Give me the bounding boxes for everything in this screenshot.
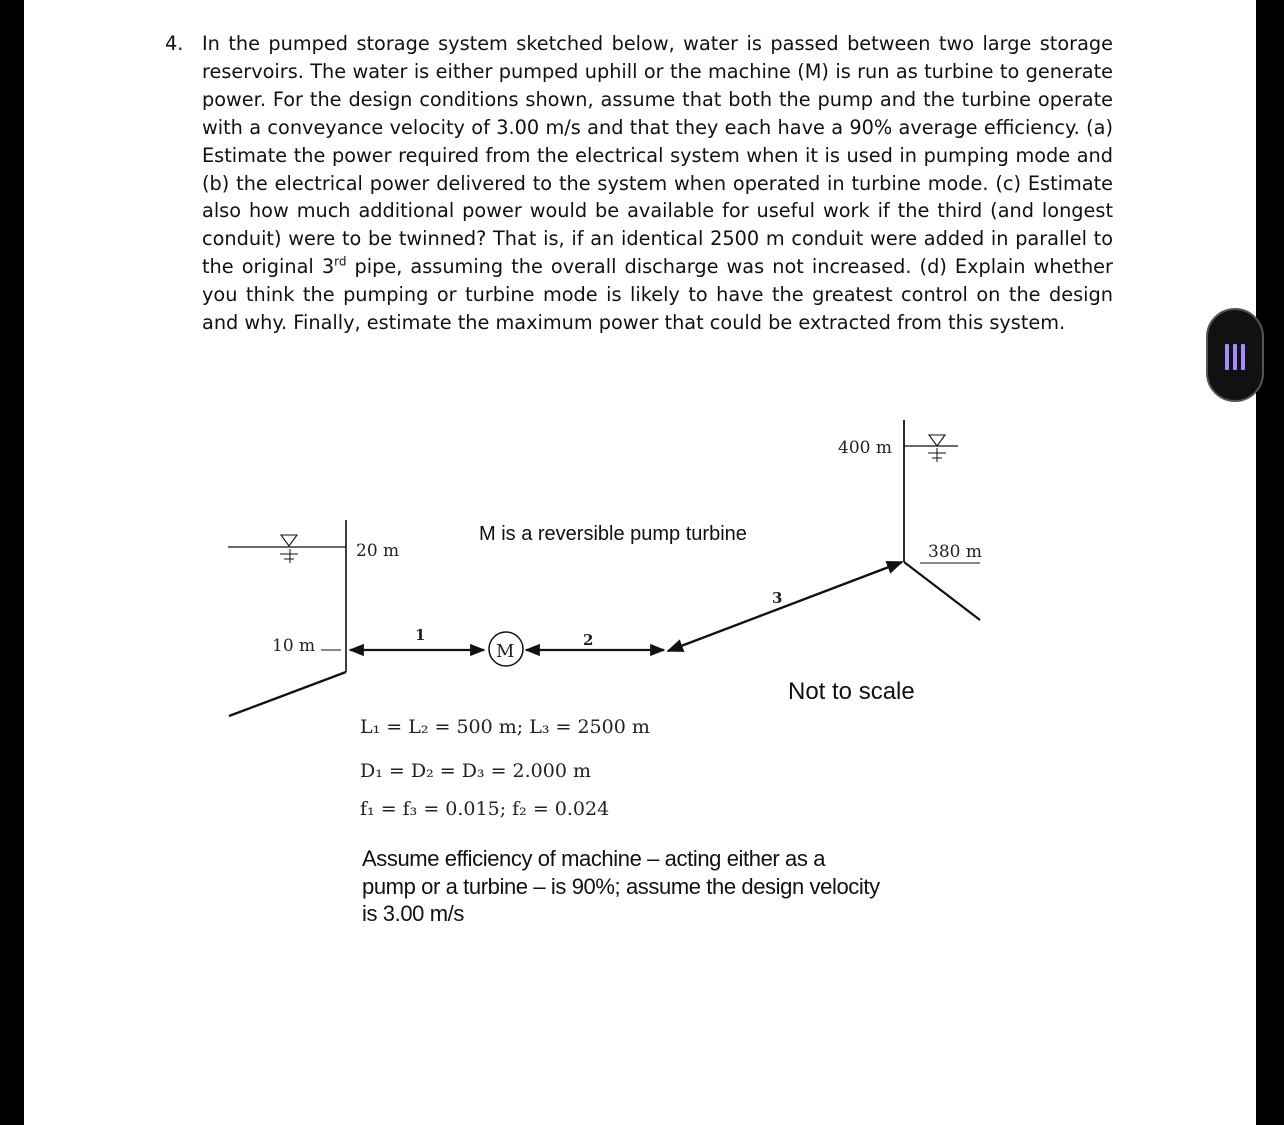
pipe-3-line [668,562,902,651]
handle-grip-icon [1233,344,1237,370]
handle-grip-icon [1241,344,1245,370]
left-reservoir-bottom [229,672,346,716]
scroll-handle[interactable] [1206,308,1264,402]
problem-text-main: In the pumped storage system sketched below, water is passed between two large storage reservoirs. The water is either pumped uphill or the machine (M) is run as turbine to generate power. For the design conditions shown, assume that both the pump and the turbine operate with a conveyance velocity of 3.00 m/s and that they each have a 90% average efficiency. (a) Estimate the power required from the electrical system when it is used in pumping mode and (b) the electrical power delivered to the system when operated in turbine mode. (c) Estimate also how much additional power would be available for useful work if the third (and longest conduit) were to be twinned? That is, if an identical 2500 m conduit were added in parallel to the original 3 [202,32,1113,279]
right-reservoir-bottom [904,562,980,620]
assumption-note: Assume efficiency of machine – acting either as a pump or a turbine – is 90%; assume the design velocity is 3.00 m/s [362,846,880,926]
machine-caption: M is a reversible pump turbine [479,523,747,545]
pipe-1-label: 1 [415,626,426,644]
not-to-scale-note: Not to scale [788,678,915,705]
handle-grip-icon [1225,344,1229,370]
pipe-3-label: 3 [772,589,783,607]
problem-text-rest: pipe, assuming the overall discharge was not increased. (d) Explain whether you think the pumping or turbine mode is likely to have the greatest control on the design and why. Finally, estimate the maximum power that could be extracted from this system. [202,255,1113,335]
pipe-2-label: 2 [583,631,594,649]
left-water-level-symbol [281,535,297,546]
superscript-rd: rd [334,254,347,269]
lengths-line: L₁ = L₂ = 500 m; L₃ = 2500 m [360,716,650,738]
friction-line: f₁ = f₃ = 0.015; f₂ = 0.024 [360,798,610,820]
label-10m: 10 m [272,636,316,656]
diameters-line: D₁ = D₂ = D₃ = 2.000 m [360,760,591,782]
problem-number: 4. [165,32,184,55]
label-400m: 400 m [838,438,892,458]
label-20m: 20 m [356,541,400,561]
machine-symbol: M [496,641,515,662]
label-380m: 380 m [928,542,982,562]
right-water-level-symbol [929,435,945,446]
